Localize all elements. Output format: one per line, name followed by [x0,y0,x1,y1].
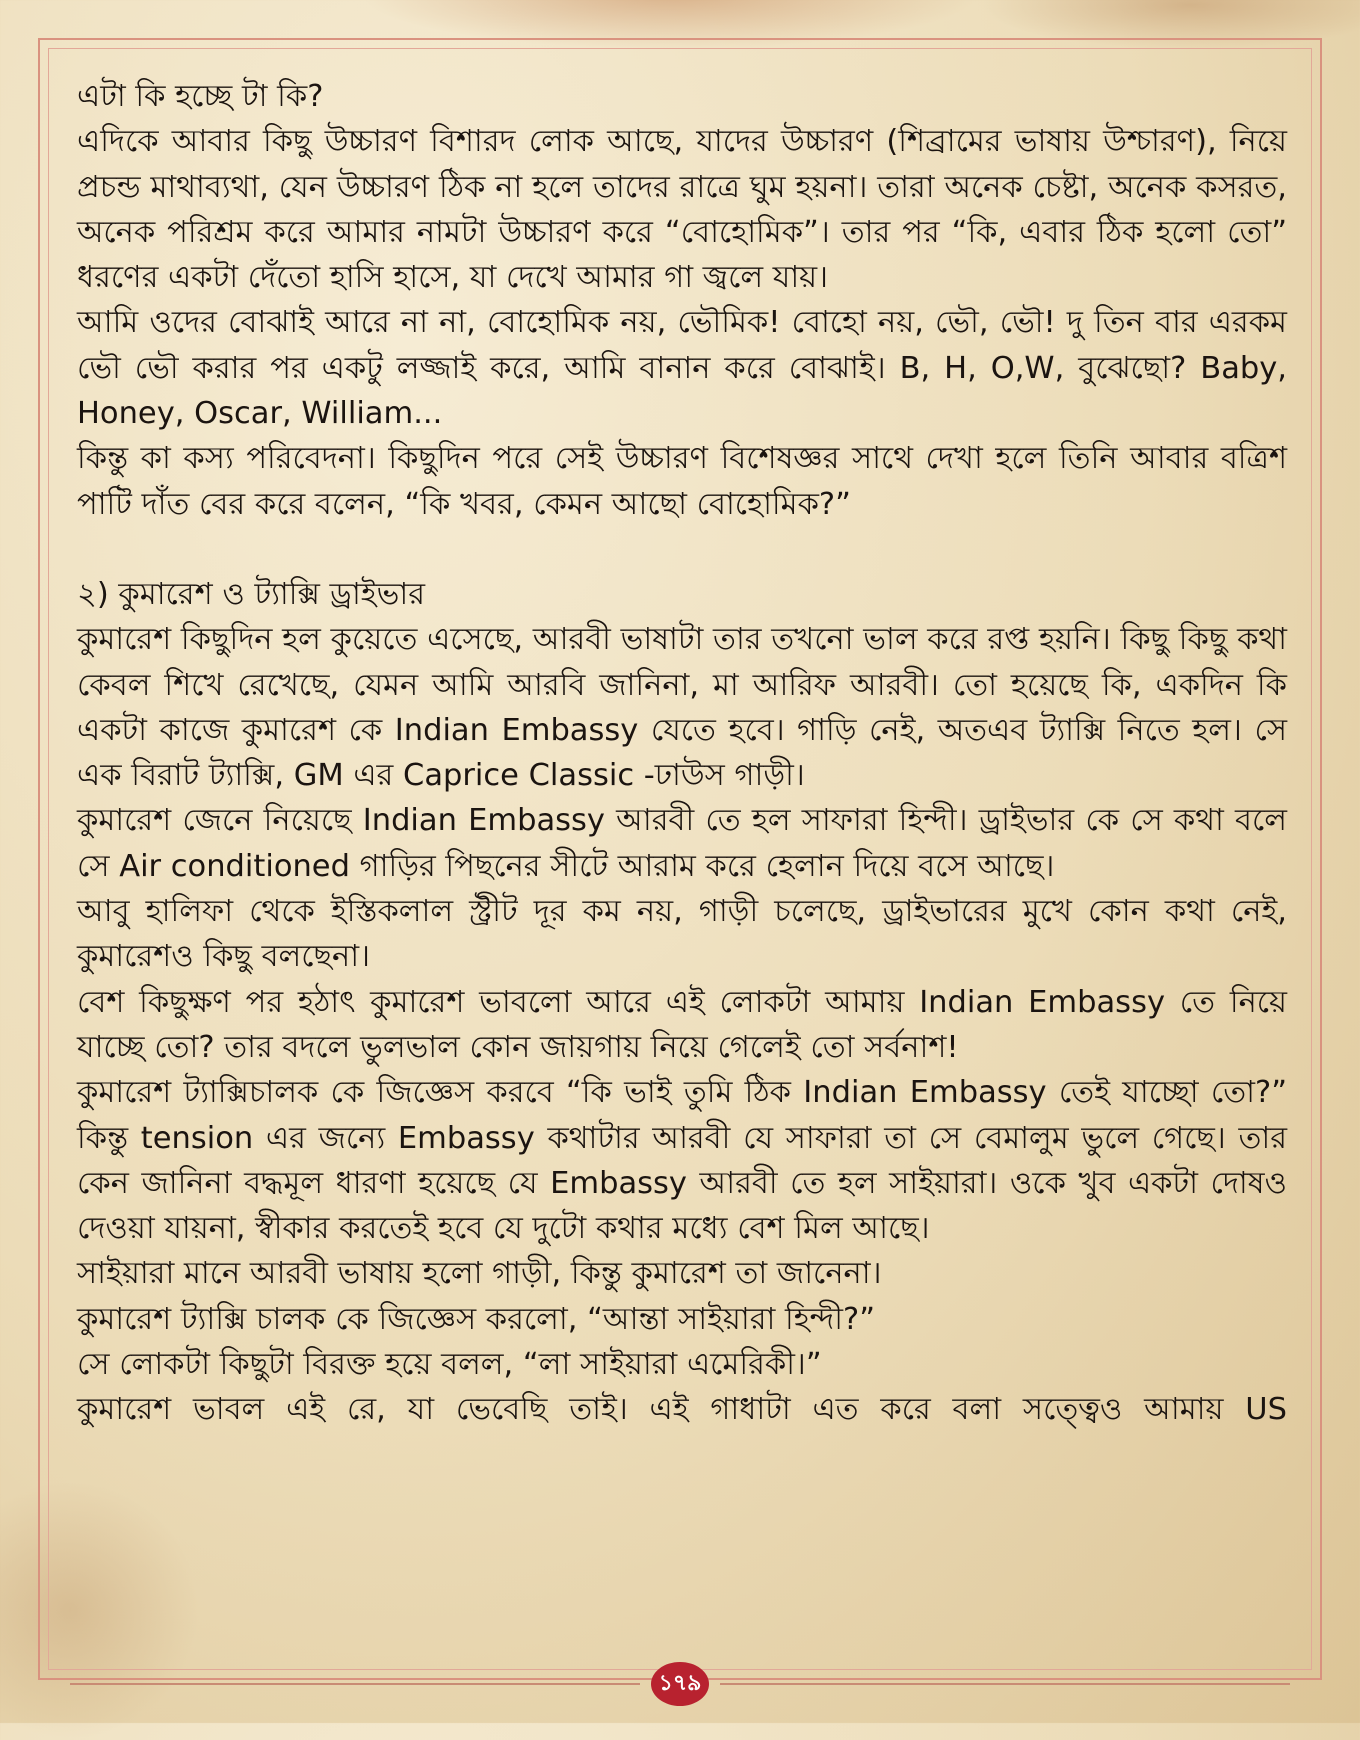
paragraph: এটা কি হচ্ছে টা কি? [77,79,324,114]
page-footer [0,1662,1360,1706]
paragraph: কুমারেশ জেনে নিয়েছে Indian Embassy আরবী তে হল সাফারা হিন্দী। ড্রাইভার কে সে কথা বলে সে Air conditioned গাড়ির পিছনের সীটে আরাম করে হেলান দিয়ে বসে আছে। [77,803,1287,884]
section-heading: ২) কুমারেশ ও ট্যাক্সি ড্রাইভার [77,576,426,612]
paragraph: কুমারেশ ট্যাক্সিচালক কে জিজ্ঞেস করবে “কি ভাই তুমি ঠিক Indian Embassy তেই যাচ্ছো তো?” কিন্তু tension এর জন্যে Embassy কথাটার আরবী যে সাফারা তা সে বেমালুম ভুলে গেছে। তার কেন জানিনা বদ্ধমূল ধারণা হয়েছে যে Embassy আরবী তে হল সাইয়ারা। ওকে খুব একটা দোষও দেওয়া যায়না, স্বীকার করতেই হবে যে দুটো কথার মধ্যে বেশ মিল আছে। [77,1075,1287,1247]
blank-line [77,527,1287,572]
page-number: ১৭৯ [651,1662,709,1706]
paragraph: আবু হালিফা থেকে ইস্তিকলাল স্ট্রীট দূর কম নয়, গাড়ী চলেছে, ড্রাইভারের মুখে কোন কথা নেই, কুমারেশও কিছু বলছেনা। [77,894,1287,975]
paragraph: সাইয়ারা মানে আরবী ভাষায় হলো গাড়ী, কিন্তু কুমারেশ তা জানেনা। [77,1256,882,1292]
footer-rule-left [70,1683,640,1685]
paragraph: বেশ কিছুক্ষণ পর হঠাৎ কুমারেশ ভাবলো আরে এই লোকটা আমায় Indian Embassy তে নিয়ে যাচ্ছে তো? তার বদলে ভুলভাল কোন জায়গায় নিয়ে গেলেই তো সর্বনাশ! [77,984,1287,1065]
paragraph: কিন্তু কা কস্য পরিবেদনা। কিছুদিন পরে সেই উচ্চারণ বিশেষজ্ঞর সাথে দেখা হলে তিনি আবার বত্রিশ পাটি দাঁত বের করে বলেন, “কি খবর, কেমন আছো বোহোমিক?” [77,441,1287,522]
body-text [77,74,1287,1433]
paragraph: কুমারেশ কিছুদিন হল কুয়েতে এসেছে, আরবী ভাষাটা তার তখনো ভাল করে রপ্ত হয়নি। কিছু কিছু কথা কেবল শিখে রেখেছে, যেমন আমি আরবি জানিনা, মা আরিফ আরবী। তো হয়েছে কি, একদিন কি একটা কাজে কুমারেশ কে Indian Embassy যেতে হবে। গাড়ি নেই, অতএব ট্যাক্সি নিতে হল। সে এক বিরাট ট্যাক্সি, GM এর Caprice Classic -ঢাউস গাড়ী। [77,622,1287,794]
paragraph: সে লোকটা কিছুটা বিরক্ত হয়ে বলল, “লা সাইয়ারা এমেরিকী।” [77,1347,822,1383]
paragraph: এদিকে আবার কিছু উচ্চারণ বিশারদ লোক আছে, যাদের উচ্চারণ (শিব্রামের ভাষায় উশ্চারণ), নিয়ে প্রচন্ড মাথাব্যথা, যেন উচ্চারণ ঠিক না হলে তাদের রাত্রে ঘুম হয়না। তারা অনেক চেষ্টা, অনেক কসরত, অনেক পরিশ্রম করে আমার নামটা উচ্চারণ করে “বোহোমিক”। তার পর “কি, এবার ঠিক হলো তো” ধরণের একটা দেঁতো হাসি হাসে, যা দেখে আমার গা জ্বলে যায়। [77,124,1287,296]
paragraph: আমি ওদের বোঝাই আরে না না, বোহোমিক নয়, ভৌমিক! বোহো নয়, ভৌ, ভৌ! দু তিন বার এরকম ভৌ ভৌ করার পর একটু লজ্জাই করে, আমি বানান করে বোঝাই। B, H, O,W, বুঝেছো? Baby, Honey, Oscar, William... [77,305,1287,432]
paragraph: কুমারেশ ট্যাক্সি চালক কে জিজ্ঞেস করলো, “আন্তা সাইয়ারা হিন্দী?” [77,1301,875,1337]
footer-rule-right [720,1683,1290,1685]
paragraph: কুমারেশ ভাবল এই রে, যা ভেবেছি তাই। এই গাধাটা এত করে বলা সত্ত্বেও আমায় US [77,1392,1287,1428]
